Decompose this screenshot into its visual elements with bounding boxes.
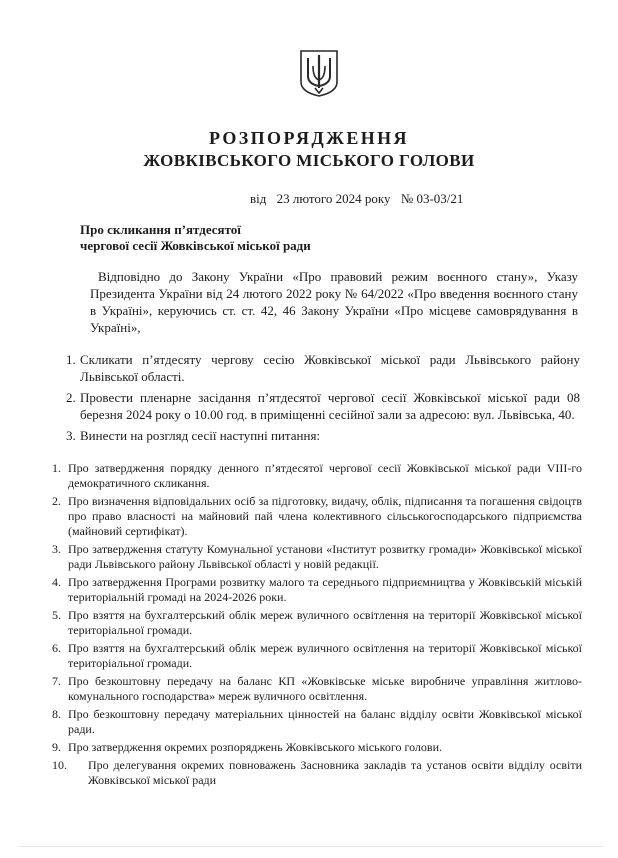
preamble-paragraph: Відповідно до Закону України «Про правовий режим воєнного стану», Указу Президента України від 24 лютого 2022 року № 64/2022 «Про введення воєнного стану в Україні», керуючись ст. ст. 42, 46 Закону України «Про місцеве самоврядування в Україні», <box>90 269 578 335</box>
order-item-text: Скликати п’ятдесяту чергову сесію Жовківської міської ради Львівського району Львівської області. <box>80 352 580 384</box>
agenda-item <box>52 641 582 671</box>
document-subtitle: ЖОВКІВСЬКОГО МІСЬКОГО ГОЛОВИ <box>143 151 475 170</box>
order-item-text: Провести пленарне засідання п’ятдесятої чергової сесії Жовківської міської ради 08 березня 2024 року о 10.00 год. в приміщенні сесійної зали за адресою: вул. Львівська, 40. <box>80 390 580 422</box>
agenda-item <box>52 494 582 539</box>
agenda-item-number: 9. <box>52 740 61 754</box>
order-item-text: Винести на розгляд сесії наступні питання: <box>80 428 321 443</box>
order-item-number: 1. <box>66 352 76 367</box>
agenda-item-number: 6. <box>52 641 61 655</box>
agenda-item-text: Про затвердження Програми розвитку малого та середнього підприємництва у Жовківській міській територіальній громаді на 2024-2026 роки. <box>68 575 582 604</box>
agenda-item-number: 8. <box>52 707 61 721</box>
order-item <box>66 351 580 385</box>
document-number: № 03-03/21 <box>400 191 464 206</box>
agenda-item-number: 2. <box>52 494 61 508</box>
trident-coat-of-arms-icon <box>297 48 341 98</box>
agenda-item-number: 3. <box>52 542 61 556</box>
order-item-number: 2. <box>66 390 76 405</box>
document-title: РОЗПОРЯДЖЕННЯ <box>209 128 409 148</box>
order-item-number: 3. <box>66 428 76 443</box>
agenda-item-number: 1. <box>52 461 61 475</box>
subject-line-1: Про скликання п’ятдесятої <box>80 222 241 237</box>
agenda-item <box>52 740 582 755</box>
date-line <box>250 191 470 207</box>
agenda-item <box>52 758 582 788</box>
agenda-item-text: Про затвердження статуту Комунальної установи «Інститут розвитку громади» Жовківської міської ради Львівського району Львівської області у новій редакції. <box>68 542 582 571</box>
document-date: 23 лютого 2024 року <box>276 191 391 206</box>
agenda-item-number: 4. <box>52 575 61 589</box>
agenda-item-text: Про затвердження порядку денного п’ятдесятої чергової сесії Жовківської міської ради VIII-го демократичного скликання. <box>68 461 582 490</box>
page-edge-divider <box>18 846 603 847</box>
agenda-item <box>52 461 582 491</box>
agenda-item-text: Про взяття на бухгалтерський облік мереж вуличного освітлення на території Жовківської міської територіальної громади. <box>68 608 582 637</box>
agenda-item <box>52 674 582 704</box>
order-items-list <box>66 351 580 448</box>
agenda-item-number: 7. <box>52 674 61 688</box>
date-prefix: від <box>250 191 267 206</box>
agenda-list <box>52 461 582 791</box>
agenda-item <box>52 608 582 638</box>
agenda-item-text: Про затвердження окремих розпоряджень Жовківського міського голови. <box>68 740 442 754</box>
subject-block <box>80 222 311 254</box>
order-item <box>66 427 580 444</box>
order-item <box>66 389 580 423</box>
agenda-item-text: Про безкоштовну передачу матеріальних цінностей на баланс відділу освіти Жовківської міської ради. <box>68 707 582 736</box>
agenda-item <box>52 707 582 737</box>
agenda-item-number: 10. <box>52 758 67 772</box>
subject-line-2: чергової сесії Жовківської міської ради <box>80 238 311 253</box>
agenda-item-number: 5. <box>52 608 61 622</box>
agenda-item-text: Про делегування окремих повноважень Засновника закладів та установ освіти відділу освіти Жовківської міської ради <box>88 758 582 787</box>
agenda-item <box>52 542 582 572</box>
agenda-item <box>52 575 582 605</box>
agenda-item-text: Про безкоштовну передачу на баланс КП «Жовківське міське виробниче управління житлово-комунального господарства» мереж вуличного освітлення. <box>68 674 582 703</box>
agenda-item-text: Про визначення відповідальних осіб за підготовку, видачу, облік, підписання та погашення свідоцтв про право власності на майновий пай члена колективного сільськогосподарського підприємства (майновий сертифікат). <box>68 494 582 538</box>
agenda-item-text: Про взяття на бухгалтерський облік мереж вуличного освітлення на території Жовківської міської територіальної громади. <box>68 641 582 670</box>
